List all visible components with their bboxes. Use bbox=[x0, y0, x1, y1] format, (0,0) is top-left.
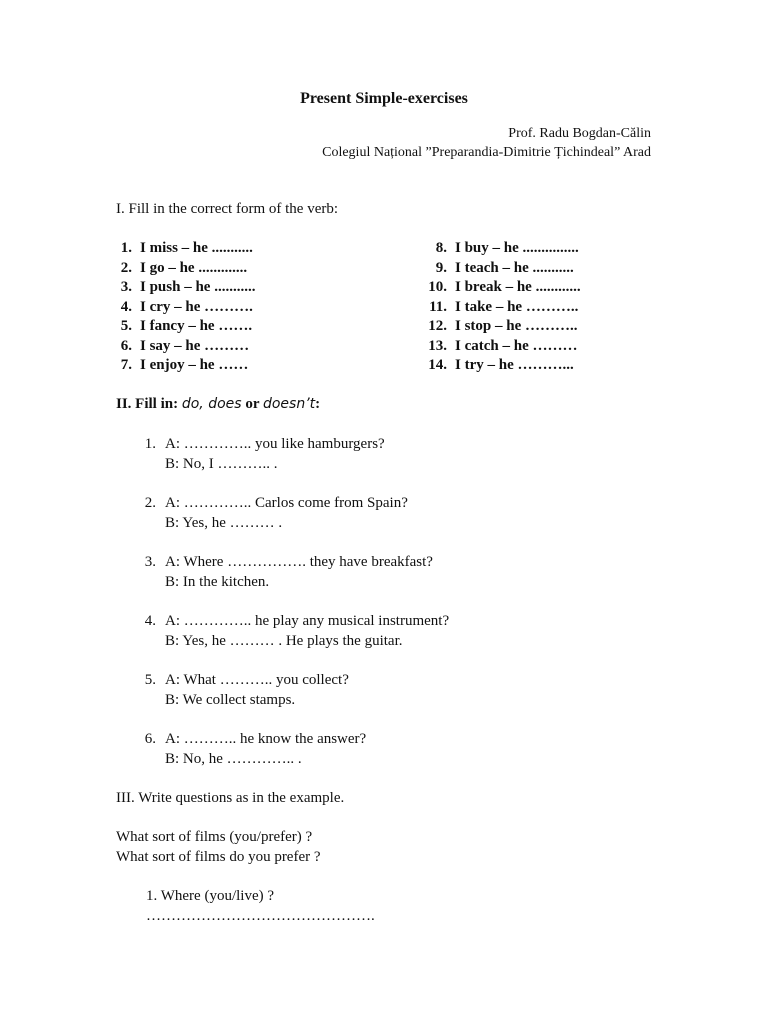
question-item: 1. Where (you/live) ? bbox=[146, 888, 275, 904]
section1-heading: I. Fill in the correct form of the verb: bbox=[116, 201, 339, 217]
list-item: 12. I stop – he ……….. bbox=[428, 318, 578, 334]
list-item: 8. I buy – he ............... bbox=[435, 240, 579, 256]
list-item: 11. I take – he ……….. bbox=[429, 299, 579, 315]
list-item: 4. I cry – he ………. bbox=[120, 299, 253, 315]
list-item: 14. I try – he ………... bbox=[428, 357, 574, 373]
list-item: 9. I teach – he ........... bbox=[435, 260, 574, 276]
answer-line: ………………………………………. bbox=[146, 908, 375, 924]
list-item: 6. I say – he ……… bbox=[120, 338, 250, 354]
list-item: 5. I fancy – he ……. bbox=[120, 318, 253, 334]
dialogue-item: 6. A: ……….. he know the answer? B: No, he ………….. . bbox=[144, 731, 367, 767]
dialogue-item: 3. A: Where ……………. they have breakfast? B: In the kitchen. bbox=[144, 554, 433, 590]
list-item: 1. I miss – he ........... bbox=[120, 240, 253, 256]
dialogue-item: 1. A: ………….. you like hamburgers? B: No, I ……….. . bbox=[144, 436, 385, 472]
section3-heading: III. Write questions as in the example. bbox=[116, 790, 345, 806]
example-answer: What sort of films do you prefer ? bbox=[116, 849, 321, 865]
dialogue-item: 5. A: What ……….. you collect? B: We collect stamps. bbox=[144, 672, 349, 708]
page-title: Present Simple-exercises bbox=[300, 90, 468, 107]
section2-heading: II. Fill in: do, does or doesn’t: bbox=[116, 396, 321, 412]
list-item: 7. I enjoy – he …… bbox=[120, 357, 249, 373]
example-question: What sort of films (you/prefer) ? bbox=[116, 829, 313, 845]
list-item: 3. I push – he ........... bbox=[120, 279, 256, 295]
list-item: 13. I catch – he ……… bbox=[428, 338, 578, 354]
dialogue-item: 4. A: ………….. he play any musical instrument? B: Yes, he ……… . He plays the guitar. bbox=[144, 613, 450, 649]
list-item: 2. I go – he ............. bbox=[120, 260, 248, 276]
author-line: Prof. Radu Bogdan-Călin bbox=[508, 126, 651, 141]
school-line: Colegiul Național ”Preparandia-Dimitrie Țichindeal” Arad bbox=[322, 145, 651, 160]
dialogue-item: 2. A: ………….. Carlos come from Spain? B: Yes, he ……… . bbox=[144, 495, 408, 531]
list-item: 10. I break – he ............ bbox=[428, 279, 581, 295]
